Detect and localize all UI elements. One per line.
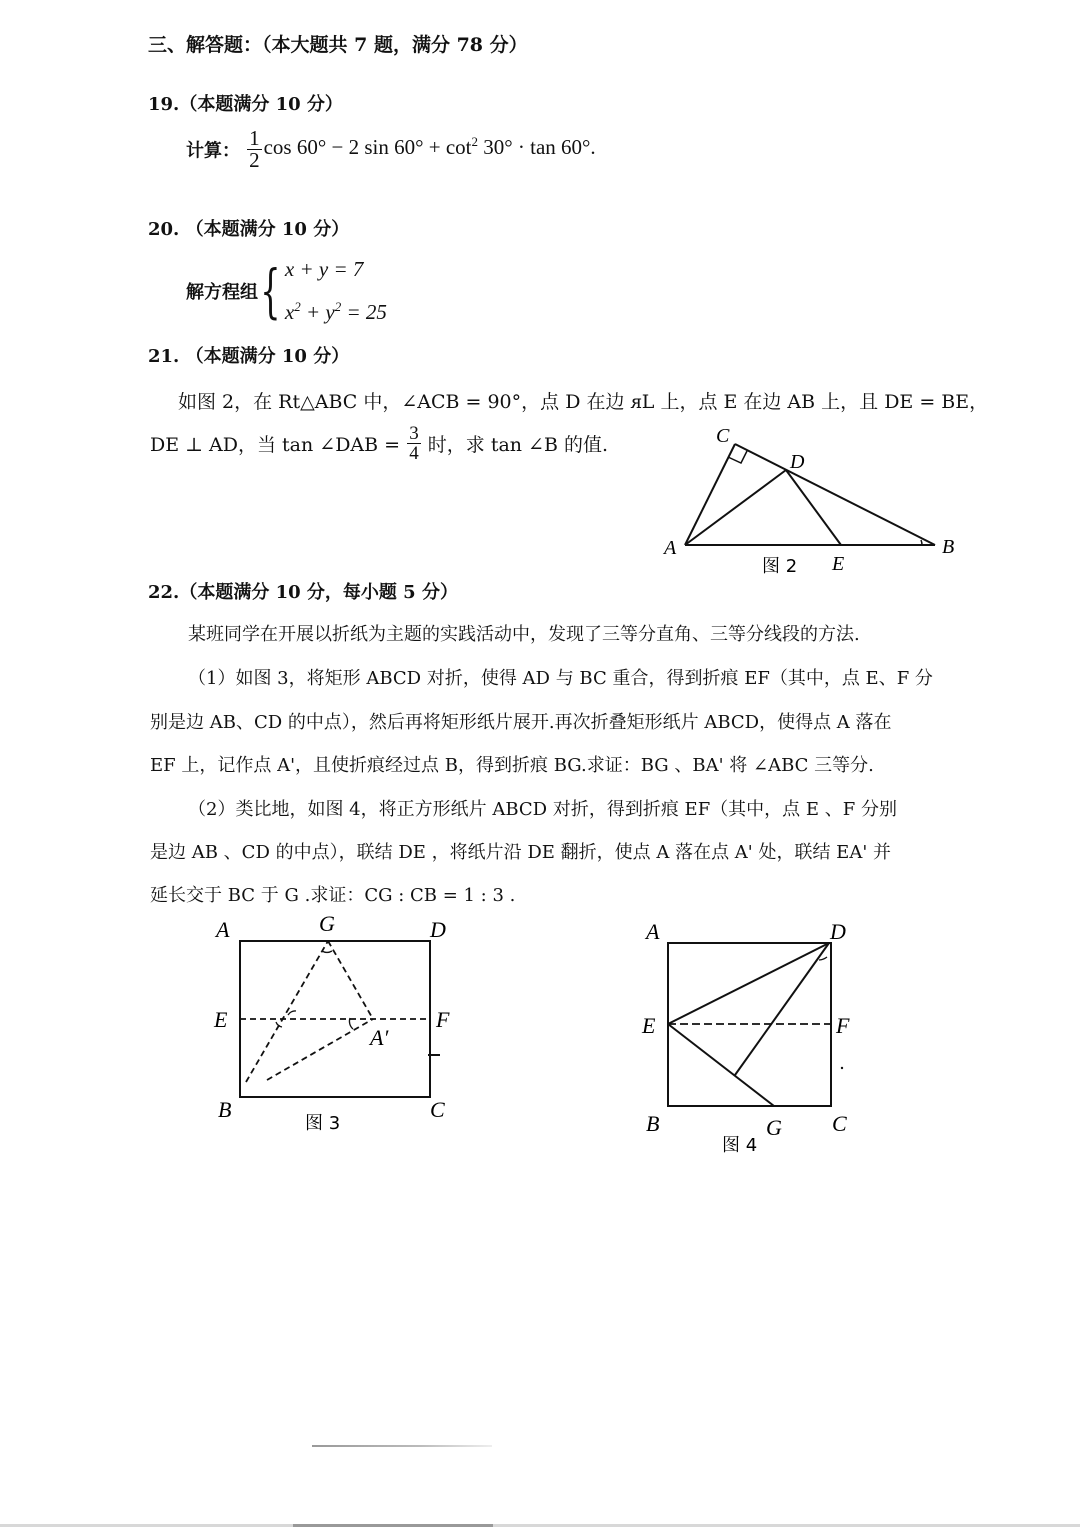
figure-4-square bbox=[630, 905, 870, 1165]
fig4-caption: 图 4 bbox=[722, 1135, 758, 1156]
q21-fraction: $\frac{3}{4}$ bbox=[409, 423, 419, 464]
fig2-label-d: D bbox=[790, 451, 805, 473]
fig2-label-c: C bbox=[716, 425, 730, 447]
figure-2-triangle bbox=[650, 420, 970, 580]
fig4-label-d: D bbox=[830, 919, 846, 944]
figure-3-rectangle bbox=[200, 905, 480, 1145]
fig2-label-e: E bbox=[832, 553, 845, 575]
q20-eq2: $x^2 + y^2 = 25$ bbox=[284, 299, 387, 324]
fig4-label-f: F bbox=[836, 1013, 850, 1038]
q20-prompt: 解方程组 bbox=[186, 281, 258, 303]
q19-number: 19. bbox=[148, 94, 180, 115]
q20-system bbox=[186, 250, 387, 331]
fig3-label-f: F bbox=[436, 1007, 450, 1032]
q22-part1-line2: 别是边 AB、CD 的中点），然后再将矩形纸片展开.再次折叠矩形纸片 ABCD，使得点 A 落在 bbox=[150, 712, 892, 733]
q22-part2-line1: （2）类比地，如图 4，将正方形纸片 ABCD 对折，得到折痕 EF（其中，点 E 、F 分别 bbox=[188, 799, 897, 820]
fig3-label-a: A bbox=[216, 917, 230, 942]
q21-line1: 如图 2，在 Rt△ABC 中，∠ACB = 90°，点 D 在边 ᴙL 上，点 E 在边 AB 上，且 DE = BE， bbox=[178, 391, 989, 413]
fig3-label-d: D bbox=[430, 917, 446, 942]
fig3-label-b: B bbox=[218, 1097, 232, 1122]
left-brace-icon: { bbox=[260, 256, 281, 325]
fig4-label-b: B bbox=[646, 1111, 660, 1136]
fig2-caption: 图 2 bbox=[762, 556, 798, 577]
fig3-caption: 图 3 bbox=[305, 1113, 341, 1134]
fig4-label-g: G bbox=[766, 1115, 782, 1140]
scan-artifact-line bbox=[312, 1445, 492, 1447]
q22-number: 22. bbox=[148, 582, 180, 603]
fig3-label-a-prime: A′ bbox=[370, 1025, 389, 1050]
q20-eq1: x + y = 7 bbox=[284, 257, 364, 281]
q21-number: 21. bbox=[148, 346, 180, 367]
q22-header bbox=[148, 578, 458, 604]
q19-prompt: 计算： bbox=[186, 140, 240, 162]
fig4-label-e: E bbox=[642, 1013, 656, 1038]
q22-intro: 某班同学在开展以折纸为主题的实践活动中，发现了三等分直角、三等分线段的方法. bbox=[188, 624, 860, 645]
fig3-label-e: E bbox=[214, 1007, 228, 1032]
fig2-label-b: B bbox=[942, 536, 955, 558]
fig4-label-a: A bbox=[646, 919, 660, 944]
q19-fraction: $\frac{1}{2}$ bbox=[249, 126, 260, 172]
q22-part2-line3: 延长交于 BC 于 G .求证：CG : CB = 1 : 3 . bbox=[150, 885, 516, 906]
q22-part1-line3: EF 上，记作点 A'，且使折痕经过点 B，得到折痕 BG.求证：BG 、BA' 将 ∠ABC 三等分. bbox=[150, 755, 874, 776]
fig2-label-a: A bbox=[664, 537, 677, 559]
q20-number: 20. bbox=[148, 219, 180, 240]
fig4-label-c: C bbox=[832, 1111, 847, 1136]
q22-points: （本题满分 10 分，每小题 5 分） bbox=[179, 582, 458, 603]
q20-header bbox=[148, 215, 349, 241]
q20-points: （本题满分 10 分） bbox=[185, 219, 350, 240]
fig3-label-c: C bbox=[430, 1097, 445, 1122]
q21-points: （本题满分 10 分） bbox=[185, 346, 350, 367]
fig3-label-g: G bbox=[319, 911, 335, 936]
q21-line2: DE ⊥ AD，当 tan ∠DAB = $\frac{3}{4}$ 时，求 tan ∠B 的值. bbox=[150, 423, 609, 464]
q19-expression: 计算： $\frac{1}{2}$ cos 60° − 2 $\sin 60^\circ + \cot^2 30^\circ \cdot \tan 60^\circ$. bbox=[186, 126, 596, 172]
q22-part2-line2: 是边 AB 、CD 的中点），联结 DE ，将纸片沿 DE 翻折，使点 A 落在点 A' 处，联结 EA' 并 bbox=[150, 842, 891, 863]
q19-header bbox=[148, 90, 343, 116]
q22-part1-line1: （1）如图 3，将矩形 ABCD 对折，使得 AD 与 BC 重合，得到折痕 EF（其中，点 E、F 分 bbox=[188, 668, 933, 689]
section-title: 三、解答题：（本大题共 7 题，满分 78 分） bbox=[148, 34, 528, 56]
q21-header bbox=[148, 342, 349, 368]
q19-points: （本题满分 10 分） bbox=[179, 94, 343, 115]
